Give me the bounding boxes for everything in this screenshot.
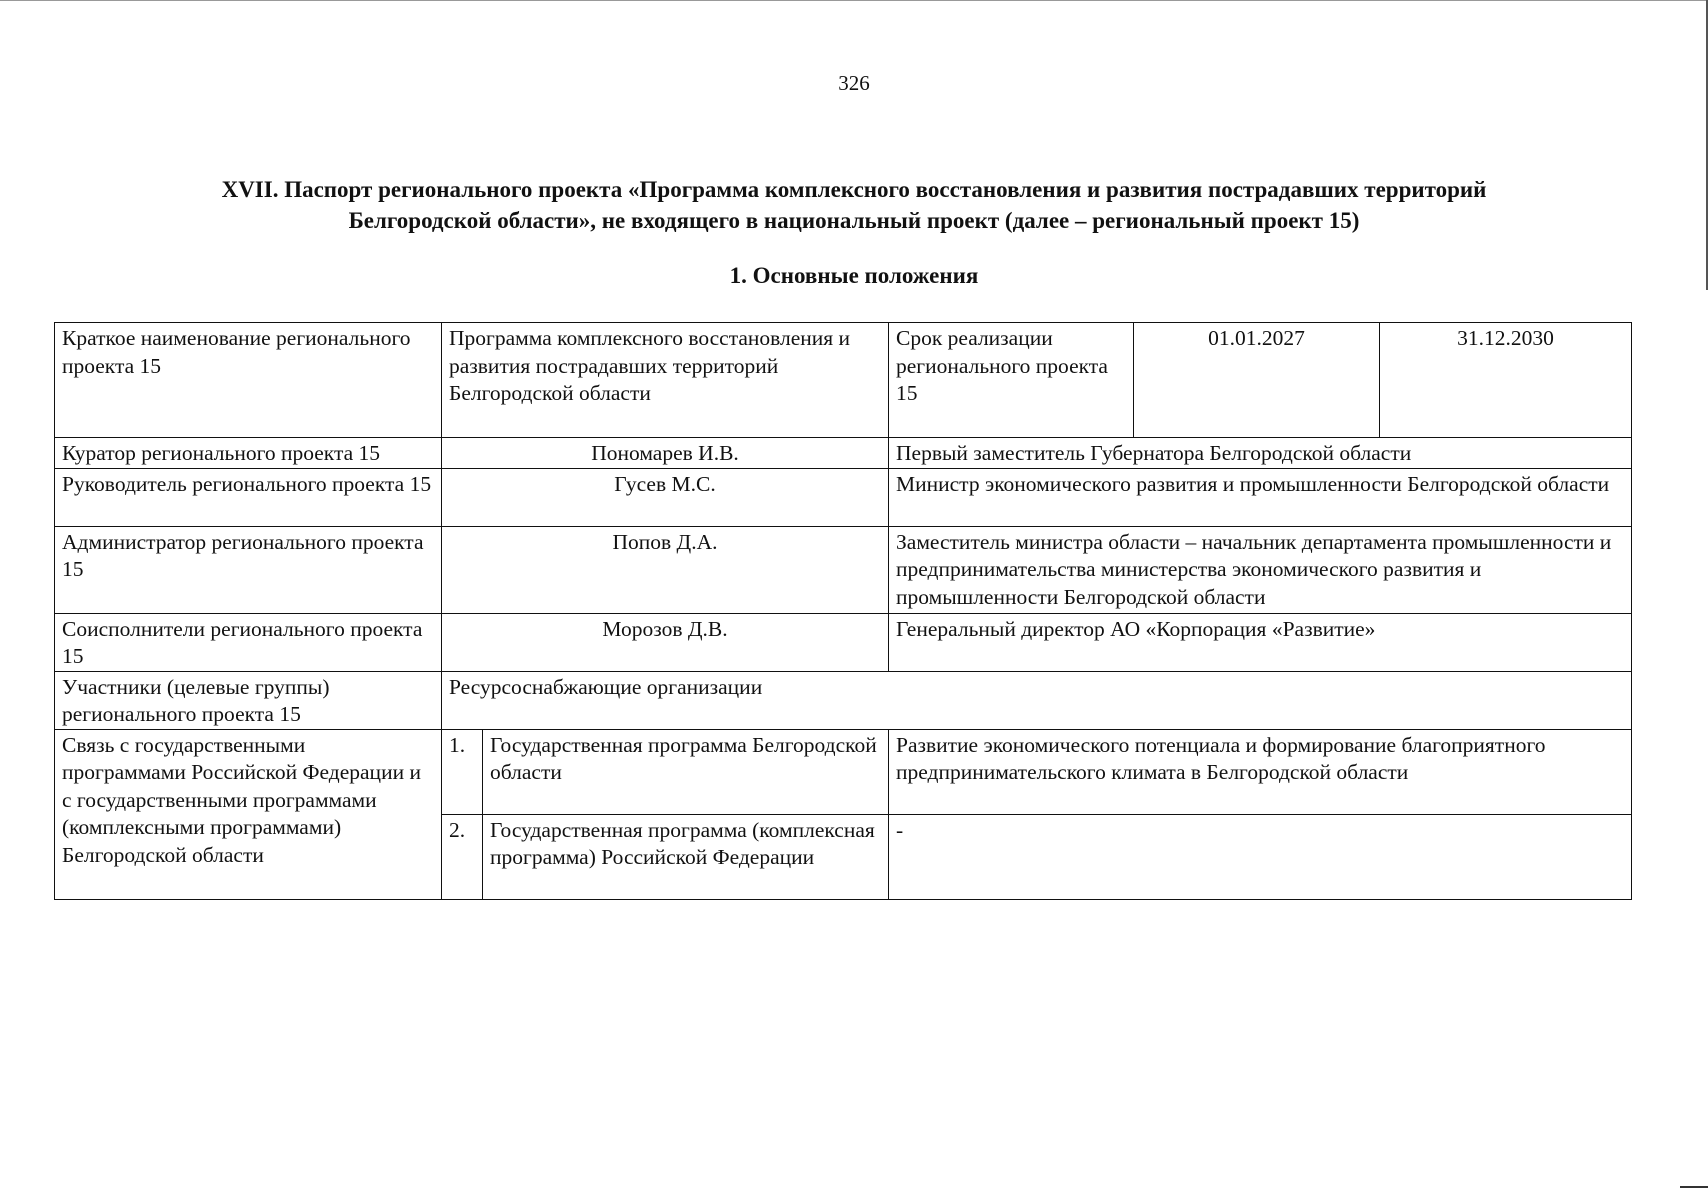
page-top-edge: [0, 0, 1708, 1]
links-2-program: Государственная программа (комплексная программа) Российской Федерации: [483, 814, 889, 899]
table-row-curator: [55, 438, 1632, 469]
links-1-number: 1.: [442, 729, 483, 814]
curator-name: Пономарев И.В.: [442, 438, 889, 469]
document-title-line-2: Белгородской области», не входящего в национальный проект (далее – региональный проект 15): [348, 208, 1360, 233]
corner-mark: [1680, 1186, 1708, 1188]
coexec-label: Соисполнители регионального проекта 15: [55, 613, 442, 671]
section-title: 1. Основные положения: [729, 263, 979, 288]
links-label: Связь с государственными программами Российской Федерации и с государственными программами (комплексными программами) Белгородской области: [55, 729, 442, 899]
admin-label: Администратор регионального проекта 15: [55, 526, 442, 613]
page-number: 326: [838, 71, 870, 95]
coexec-position: Генеральный директор АО «Корпорация «Развитие»: [889, 613, 1632, 671]
links-2-value: -: [889, 814, 1632, 899]
table-row-participants: [55, 671, 1632, 729]
short-name-value: Программа комплексного восстановления и развития пострадавших территорий Белгородской области: [442, 323, 889, 438]
table-row-admin: [55, 526, 1632, 613]
passport-table: [54, 322, 1632, 900]
coexec-name: Морозов Д.В.: [442, 613, 889, 671]
participants-value: Ресурсоснабжающие организации: [442, 671, 1632, 729]
table-row-short-name: [55, 323, 1632, 438]
head-name: Гусев М.С.: [442, 468, 889, 526]
document-title: [60, 174, 1648, 236]
admin-name: Попов Д.А.: [442, 526, 889, 613]
curator-label: Куратор регионального проекта 15: [55, 438, 442, 469]
links-2-number: 2.: [442, 814, 483, 899]
links-1-program: Государственная программа Белгородской области: [483, 729, 889, 814]
participants-label: Участники (целевые группы) регионального проекта 15: [55, 671, 442, 729]
term-label: Срок реализации регионального проекта 15: [889, 323, 1134, 438]
curator-position: Первый заместитель Губернатора Белгородской области: [889, 438, 1632, 469]
document-title-line-1: XVII. Паспорт регионального проекта «Программа комплексного восстановления и развития пострадавших территорий: [221, 177, 1487, 202]
term-start: 01.01.2027: [1134, 323, 1380, 438]
table-row-head: [55, 468, 1632, 526]
table-row-links-1: [55, 729, 1632, 814]
short-name-label: Краткое наименование регионального проекта 15: [55, 323, 442, 438]
head-label: Руководитель регионального проекта 15: [55, 468, 442, 526]
links-1-value: Развитие экономического потенциала и формирование благоприятного предпринимательского климата в Белгородской области: [889, 729, 1632, 814]
term-end: 31.12.2030: [1380, 323, 1632, 438]
table-row-coexecutors: [55, 613, 1632, 671]
admin-position: Заместитель министра области – начальник департамента промышленности и предпринимательства министерства экономического развития и промышленности Белгородской области: [889, 526, 1632, 613]
head-position: Министр экономического развития и промышленности Белгородской области: [889, 468, 1632, 526]
